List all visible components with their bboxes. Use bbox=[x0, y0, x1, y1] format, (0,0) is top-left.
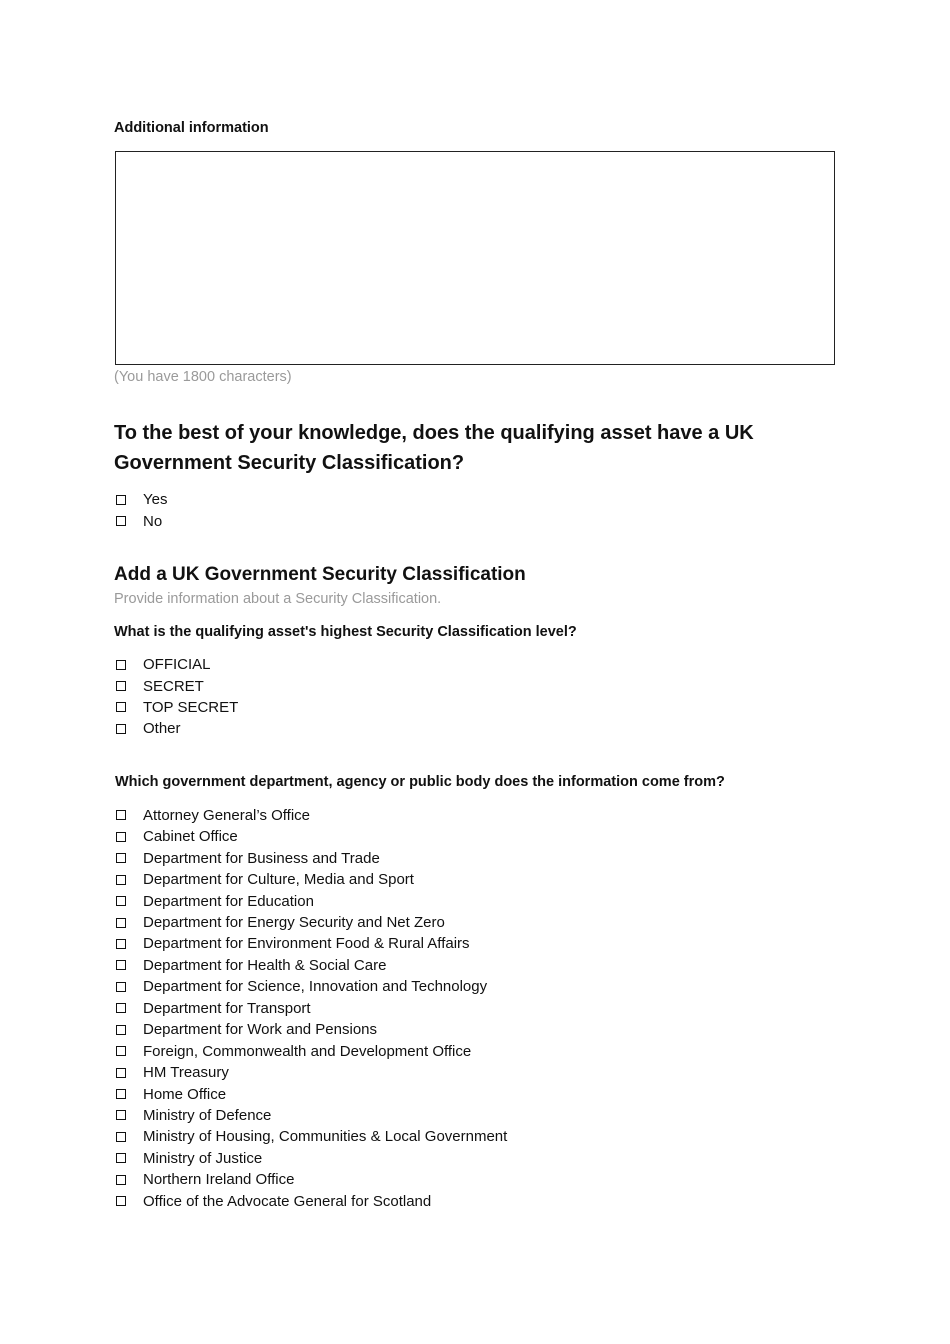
option-label: Department for Health & Social Care bbox=[143, 956, 387, 974]
department-option[interactable] bbox=[114, 1126, 836, 1147]
department-option[interactable] bbox=[114, 826, 836, 847]
checkbox[interactable] bbox=[116, 724, 126, 734]
checkbox[interactable] bbox=[116, 1110, 126, 1120]
department-option[interactable] bbox=[114, 805, 836, 826]
option-label: Ministry of Justice bbox=[143, 1149, 263, 1167]
department-option[interactable] bbox=[114, 1169, 836, 1190]
classification-question: To the best of your knowledge, does the qualifying asset have a UK Government Security Classification? bbox=[114, 422, 754, 474]
department-option[interactable] bbox=[114, 955, 836, 976]
option-label: Department for Transport bbox=[143, 999, 311, 1017]
level-option[interactable] bbox=[114, 675, 836, 696]
department-option[interactable] bbox=[114, 869, 836, 890]
additional-info-textarea[interactable] bbox=[115, 151, 835, 365]
option-label: No bbox=[143, 512, 163, 530]
department-option[interactable] bbox=[114, 912, 836, 933]
option-label: Office of the Advocate General for Scotland bbox=[143, 1192, 432, 1210]
department-option[interactable] bbox=[114, 1105, 836, 1126]
level-option[interactable] bbox=[114, 718, 836, 739]
option-yes[interactable] bbox=[114, 489, 836, 510]
option-label: Yes bbox=[143, 491, 168, 509]
option-label: SECRET bbox=[143, 677, 204, 695]
option-label: HM Treasury bbox=[143, 1064, 229, 1082]
department-option[interactable] bbox=[114, 976, 836, 997]
option-no[interactable] bbox=[114, 510, 836, 531]
checkbox[interactable] bbox=[116, 1068, 126, 1078]
option-label: TOP SECRET bbox=[143, 698, 239, 716]
checkbox[interactable] bbox=[116, 702, 126, 712]
option-label: Department for Energy Security and Net Zero bbox=[143, 914, 445, 932]
option-label: Cabinet Office bbox=[143, 828, 238, 846]
option-label: Department for Science, Innovation and Technology bbox=[143, 978, 488, 996]
classification-options bbox=[114, 489, 836, 532]
department-option[interactable] bbox=[114, 933, 836, 954]
department-option[interactable] bbox=[114, 1148, 836, 1169]
classification-level-question: What is the qualifying asset's highest Security Classification level? bbox=[114, 623, 577, 640]
level-option[interactable] bbox=[114, 654, 836, 675]
form-page bbox=[114, 118, 836, 1212]
checkbox[interactable] bbox=[116, 516, 126, 526]
level-option[interactable] bbox=[114, 697, 836, 718]
add-classification-heading: Add a UK Government Security Classification bbox=[114, 563, 526, 585]
option-label: Northern Ireland Office bbox=[143, 1171, 295, 1189]
checkbox[interactable] bbox=[116, 660, 126, 670]
option-label: Foreign, Commonwealth and Development Office bbox=[143, 1042, 472, 1060]
checkbox[interactable] bbox=[116, 960, 126, 970]
checkbox[interactable] bbox=[116, 1025, 126, 1035]
checkbox[interactable] bbox=[116, 918, 126, 928]
option-label: Attorney General’s Office bbox=[143, 806, 311, 824]
additional-info-label: Additional information bbox=[114, 120, 269, 136]
checkbox[interactable] bbox=[116, 1153, 126, 1163]
department-option[interactable] bbox=[114, 1083, 836, 1104]
option-label: Department for Business and Trade bbox=[143, 849, 380, 867]
checkbox[interactable] bbox=[116, 1132, 126, 1142]
option-label: Department for Environment Food & Rural Affairs bbox=[143, 935, 470, 953]
department-option[interactable] bbox=[114, 890, 836, 911]
checkbox[interactable] bbox=[116, 1046, 126, 1056]
department-option[interactable] bbox=[114, 1040, 836, 1061]
option-label: Ministry of Defence bbox=[143, 1106, 272, 1124]
classification-level-options bbox=[114, 654, 836, 740]
department-options bbox=[114, 805, 836, 1212]
checkbox[interactable] bbox=[116, 495, 126, 505]
department-option[interactable] bbox=[114, 848, 836, 869]
department-option[interactable] bbox=[114, 1019, 836, 1040]
option-label: Department for Culture, Media and Sport bbox=[143, 871, 414, 889]
checkbox[interactable] bbox=[116, 1196, 126, 1206]
option-label: Department for Work and Pensions bbox=[143, 1021, 378, 1039]
checkbox[interactable] bbox=[116, 1175, 126, 1185]
option-label: Home Office bbox=[143, 1085, 227, 1103]
department-option[interactable] bbox=[114, 1191, 836, 1212]
checkbox[interactable] bbox=[116, 1003, 126, 1013]
character-count-hint: (You have 1800 characters) bbox=[114, 369, 292, 385]
option-label: Department for Education bbox=[143, 892, 314, 910]
checkbox[interactable] bbox=[116, 853, 126, 863]
checkbox[interactable] bbox=[116, 810, 126, 820]
department-option[interactable] bbox=[114, 998, 836, 1019]
option-label: OFFICIAL bbox=[143, 656, 211, 674]
checkbox[interactable] bbox=[116, 875, 126, 885]
checkbox[interactable] bbox=[116, 939, 126, 949]
add-classification-hint: Provide information about a Security Classification. bbox=[114, 590, 442, 607]
checkbox[interactable] bbox=[116, 896, 126, 906]
option-label: Other bbox=[143, 720, 181, 738]
checkbox[interactable] bbox=[116, 1089, 126, 1099]
checkbox[interactable] bbox=[116, 681, 126, 691]
checkbox[interactable] bbox=[116, 982, 126, 992]
checkbox[interactable] bbox=[116, 832, 126, 842]
department-option[interactable] bbox=[114, 1062, 836, 1083]
department-question: Which government department, agency or public body does the information come from? bbox=[115, 773, 725, 790]
option-label: Ministry of Housing, Communities & Local Government bbox=[143, 1128, 508, 1146]
